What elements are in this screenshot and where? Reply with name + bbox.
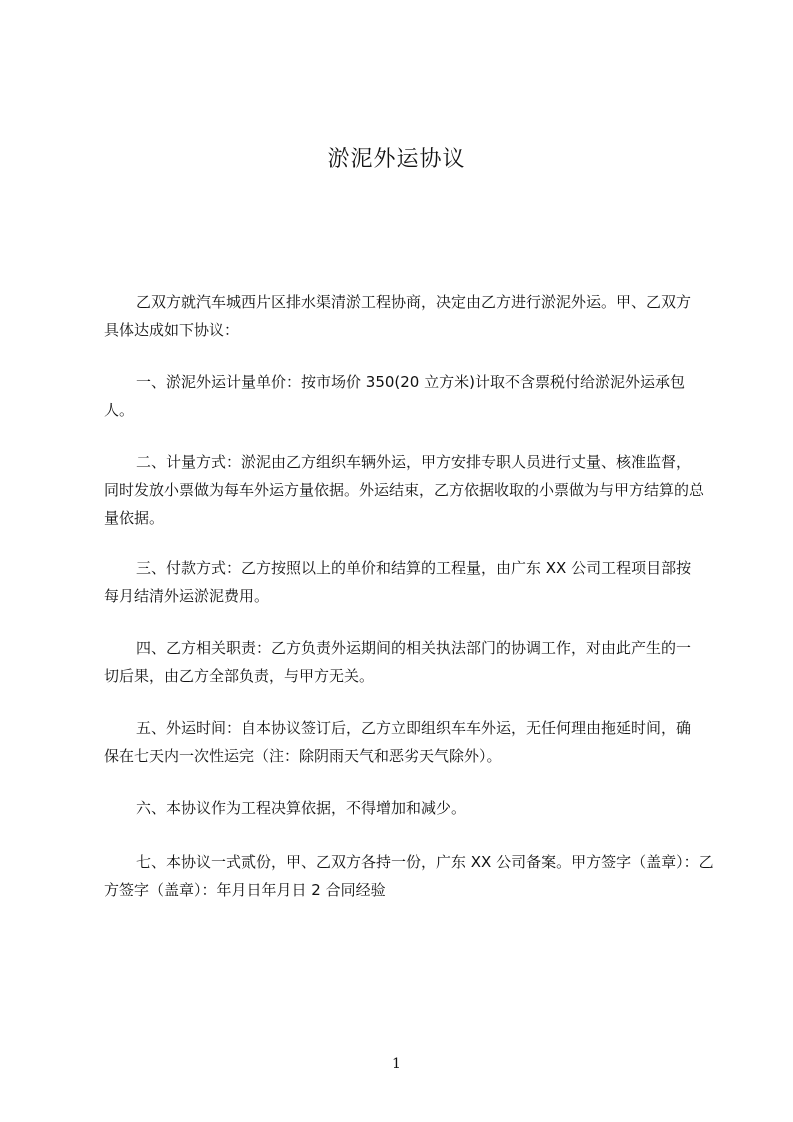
clause-6: 六、本协议作为工程决算依据，不得增加和减少。 [136,799,467,817]
clause-1: 一、淤泥外运计量单价：按市场价 350(20 立方米)计取不含票税付给淤泥外运承包人。 [104,373,685,419]
clause-4: 四、乙方相关职责：乙方负责外运期间的相关执法部门的协调工作，对由此产生的一切后果，由乙方全部负责，与甲方无关。 [104,639,692,685]
page-number: 1 [392,1056,401,1072]
clause-3: 三、付款方式：乙方按照以上的单价和结算的工程量，由广东 XX 公司工程项目部按每月结清外运淤泥费用。 [104,559,692,605]
document-title: 淤泥外运协议 [327,147,466,172]
clause-7: 七、本协议一式贰份，甲、乙双方各持一份，广东 XX 公司备案。甲方签字（盖章）：乙方签字（盖章）：年月日年月日 2 合同经验 [104,853,714,899]
clause-2: 二、计量方式：淤泥由乙方组织车辆外运，甲方安排专职人员进行丈量、核准监督，同时发放小票做为每车外运方量依据。外运结束，乙方依据收取的小票做为与甲方结算的总量依据。 [104,453,705,527]
intro-paragraph: 乙双方就汽车城西片区排水渠清淤工程协商，决定由乙方进行淤泥外运。甲、乙双方具体达成如下协议： [104,293,692,339]
clause-5: 五、外运时间：自本协议签订后，乙方立即组织车车外运，无任何理由拖延时间，确保在七天内一次性运完（注：除阴雨天气和恶劣天气除外）。 [104,719,692,765]
